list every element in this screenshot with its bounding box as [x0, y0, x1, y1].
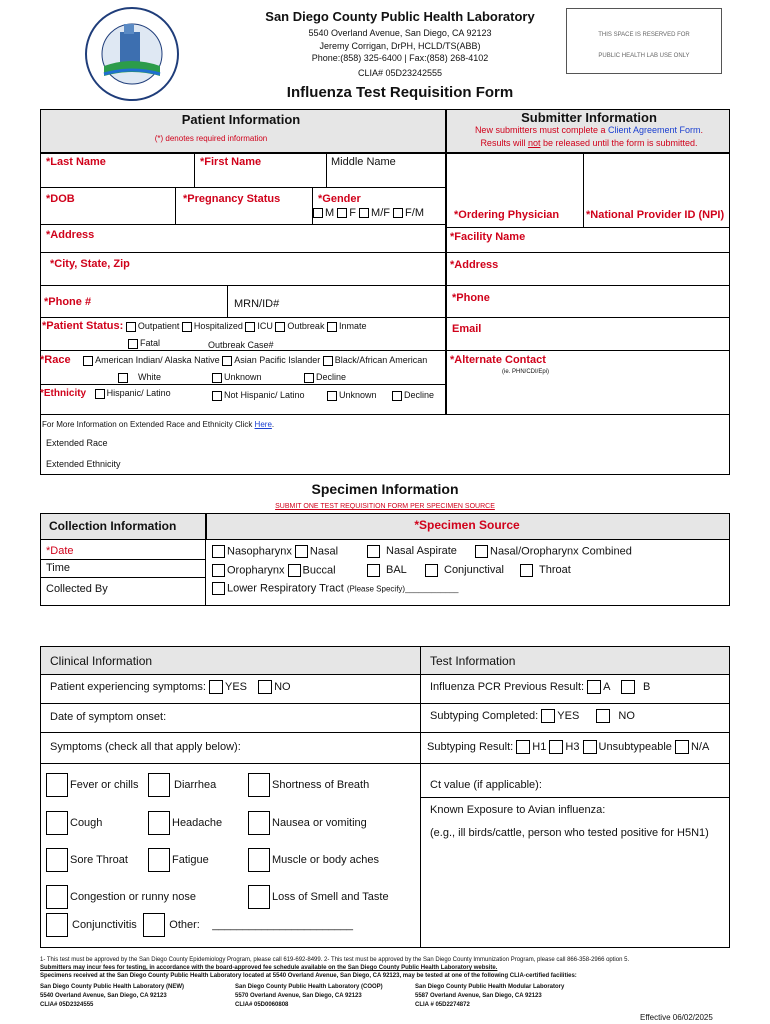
- patient-header: [40, 109, 446, 153]
- status-label: *Patient Status:: [42, 320, 124, 332]
- race-unknown: [212, 372, 262, 383]
- race-decline: [304, 372, 346, 383]
- specimen-title: Specimen Information: [311, 481, 459, 497]
- eth-hispanic: Hispanic/ Latino: [106, 388, 171, 398]
- headache-label: Headache: [172, 817, 223, 829]
- sore-throat-checkbox[interactable]: [46, 848, 68, 872]
- eth-decline-label: Decline: [404, 390, 435, 400]
- eth-hispanic-checkbox[interactable]: [95, 389, 105, 399]
- smell-checkbox[interactable]: [248, 885, 270, 909]
- headache-checkbox[interactable]: [148, 811, 170, 835]
- src-conj: Conjunctival: [444, 564, 504, 577]
- race-black-checkbox[interactable]: [323, 356, 333, 366]
- subtyping-yes: YES: [557, 709, 580, 722]
- fac2-name: San Diego County Public Health Laboratory (COOP): [235, 984, 383, 990]
- subtyping-label: Subtyping Completed:: [430, 709, 539, 722]
- alternate-contact-label[interactable]: *Alternate Contact: [450, 354, 546, 366]
- h1-checkbox[interactable]: [516, 740, 530, 754]
- src-oro: Oropharynx: [227, 564, 285, 577]
- conjunctivitis-checkbox[interactable]: [46, 913, 68, 937]
- patient-title: Patient Information: [181, 112, 301, 127]
- pcr-a: A: [603, 680, 610, 693]
- cough-checkbox[interactable]: [46, 811, 68, 835]
- symptoms-list-label: Symptoms (check all that apply below):: [50, 741, 241, 753]
- sx-cough: [46, 811, 102, 835]
- src-nasal: Nasal: [309, 545, 339, 558]
- alternate-contact-note: (ie. PHN/CDI/Epi): [502, 369, 550, 375]
- source-header: [206, 513, 730, 540]
- facility-1: [40, 983, 184, 1010]
- outpatient: Outpatient: [137, 321, 180, 331]
- fac3-clia: CLIA # 05D2274872: [415, 1002, 470, 1008]
- fatal-checkbox[interactable]: [128, 339, 138, 349]
- lab-phone-fax: Phone:(858) 325-6400 | Fax:(858) 268-4102: [311, 53, 489, 63]
- race-api-checkbox[interactable]: [222, 356, 232, 366]
- symptoms-no: NO: [274, 680, 291, 693]
- pcr-label: Influenza PCR Previous Result:: [430, 680, 585, 693]
- sx-conjunctivitis: [46, 913, 353, 937]
- hospitalized: Hospitalized: [193, 321, 243, 331]
- race-decline-label: Decline: [316, 372, 347, 382]
- gender-m: M: [325, 207, 335, 219]
- fatigue-label: Fatigue: [172, 854, 209, 866]
- footer-notes: [40, 956, 730, 980]
- more-info-label: For More Information on Extended Race and Ethnicity Click: [42, 420, 255, 429]
- eth-unknown: [327, 390, 377, 401]
- race-white-checkbox[interactable]: [118, 373, 128, 383]
- src-bal-item: [367, 564, 407, 577]
- fac1-clia: CLIA# 05D2324555: [40, 1002, 94, 1008]
- note2-a: Results will: [480, 138, 528, 148]
- exposure-example: (e.g., ill birds/cattle, person who tested positive for H5N1): [430, 827, 709, 839]
- fatal-row: [128, 338, 160, 349]
- submitter-title: Submitter Information: [521, 110, 657, 125]
- symptoms-question: [50, 680, 291, 694]
- subtyping-row: [430, 709, 635, 723]
- conjunctivitis-label: Conjunctivitis: [72, 919, 137, 931]
- src-lower: Lower Respiratory Tract: [227, 582, 344, 595]
- subtyping-no-checkbox[interactable]: [596, 709, 610, 723]
- fac1-addr: 5540 Overland Avenue, San Diego, CA 92123: [40, 993, 167, 999]
- gender-mf-checkbox[interactable]: [359, 208, 369, 218]
- submitter-header: [446, 109, 730, 153]
- h3: H3: [565, 740, 580, 753]
- na: N/A: [690, 740, 710, 753]
- fac3-addr: 5587 Overland Avenue, San Diego, CA 92123: [415, 993, 542, 999]
- lab-address: 5540 Overland Avenue, San Diego, CA 92123: [308, 28, 492, 38]
- dob-label[interactable]: *DOB: [46, 193, 75, 205]
- city-label[interactable]: *City, State, Zip: [50, 258, 130, 270]
- sx-fever: [46, 773, 138, 797]
- sore-throat-label: Sore Throat: [70, 854, 128, 866]
- sx-headache: [148, 811, 222, 835]
- diarrhea-label: Diarrhea: [174, 779, 217, 791]
- subtype-result-row: [427, 740, 709, 754]
- submitter-note-2: [447, 138, 731, 148]
- collection-title: Collection Information: [49, 519, 177, 533]
- src-combined: Nasal/Oropharynx Combined: [490, 545, 632, 558]
- fatal: Fatal: [140, 338, 161, 348]
- race-decline-checkbox[interactable]: [304, 373, 314, 383]
- nausea-label: Nausea or vomiting: [272, 817, 367, 829]
- note2-b: be released until the form is submitted.: [540, 138, 698, 148]
- more-info-text: For More Information on Extended Race and Ethnicity Click Here.: [42, 420, 275, 429]
- gender-fm-checkbox[interactable]: [393, 208, 403, 218]
- collection-date-label[interactable]: *Date: [46, 545, 74, 557]
- sx-sob: [248, 773, 369, 797]
- subtyping-yes-checkbox[interactable]: [541, 709, 555, 723]
- race-black: Black/African American: [334, 355, 428, 365]
- more-info-link[interactable]: Here: [254, 420, 272, 429]
- source-row-3: [212, 582, 458, 595]
- source-row-2: [212, 564, 336, 577]
- congestion-label: Congestion or runny nose: [70, 891, 196, 903]
- lab-director: Jeremy Corrigan, DrPH, HCLD/TS(ABB): [319, 41, 481, 51]
- sob-label: Shortness of Breath: [272, 779, 370, 791]
- sx-muscle: [248, 848, 379, 872]
- smell-label: Loss of Smell and Taste: [272, 891, 389, 903]
- footer-note-3: Specimens received at the San Diego County Public Health Laboratory located at 5540 Overland Avenue, San Diego, CA 92123, may be tested at one of the following CLIA-certified facilities:: [40, 973, 577, 979]
- race-row: [40, 354, 427, 366]
- src-throat-item: [520, 564, 571, 577]
- race-row-2: [118, 372, 161, 383]
- submitter-block: [446, 153, 730, 415]
- clinical-title: Clinical Information: [50, 654, 153, 668]
- extended-ethnicity-label[interactable]: Extended Ethnicity: [46, 459, 121, 469]
- pcr-a-checkbox[interactable]: [587, 680, 601, 694]
- symptoms-yes-checkbox[interactable]: [209, 680, 223, 694]
- phone-label[interactable]: *Phone #: [44, 296, 92, 308]
- sx-smell: [248, 885, 389, 909]
- h3-checkbox[interactable]: [549, 740, 563, 754]
- eth-unknown-checkbox[interactable]: [327, 391, 337, 401]
- sx-congestion: [46, 885, 196, 909]
- fac2-clia: CLIA# 05D0060808: [235, 1002, 289, 1008]
- src-nasal-checkbox[interactable]: [295, 545, 308, 558]
- race-aian: American Indian/ Alaska Native: [95, 355, 220, 365]
- note-text: New submitters must complete a: [474, 125, 608, 135]
- reserved-box: [566, 8, 722, 74]
- race-api: Asian Pacific Islander: [234, 355, 321, 365]
- src-aspirate: Nasal Aspirate: [386, 545, 457, 558]
- submitter-address-label[interactable]: *Address: [450, 259, 499, 271]
- facility-3: [415, 983, 564, 1010]
- subtype-result-label: Subtyping Result:: [427, 740, 514, 753]
- specimen-submit-note: SUBMIT ONE TEST REQUISITION FORM PER SPECIMEN SOURCE: [275, 503, 495, 510]
- pcr-b-checkbox[interactable]: [621, 680, 635, 694]
- fever-checkbox[interactable]: [46, 773, 68, 797]
- gender-label: *Gender: [318, 193, 361, 205]
- src-buccal-checkbox[interactable]: [288, 564, 301, 577]
- gender-mf: M/F: [371, 207, 390, 219]
- effective-date: Effective 06/02/2025: [640, 1013, 713, 1022]
- icu-checkbox[interactable]: [245, 322, 255, 332]
- reserved-text-2: PUBLIC HEALTH LAB USE ONLY: [598, 53, 690, 59]
- footer-note-2: Submitters may incur fees for testing, in accordance with the board-approved fee schedule available on the San Diego County Public Health Laboratory website.: [40, 965, 498, 971]
- sx-sore-throat: [46, 848, 128, 872]
- src-conj-checkbox[interactable]: [425, 564, 438, 577]
- cough-label: Cough: [70, 817, 103, 829]
- fac2-addr: 5570 Overland Avenue, San Diego, CA 92123: [235, 993, 362, 999]
- symptom-onset-label[interactable]: Date of symptom onset:: [50, 711, 167, 723]
- outbreak: Outbreak: [287, 321, 325, 331]
- extended-race-label[interactable]: Extended Race: [46, 438, 108, 448]
- src-combined-checkbox[interactable]: [475, 545, 488, 558]
- race-unknown-label: Unknown: [224, 372, 262, 382]
- gender-options: [313, 207, 424, 219]
- src-buccal: Buccal: [302, 564, 336, 577]
- symptoms-q-label: Patient experiencing symptoms:: [50, 680, 206, 693]
- eth-decline: [392, 390, 434, 401]
- src-naso-checkbox[interactable]: [212, 545, 225, 558]
- src-throat: Throat: [539, 564, 571, 577]
- hospitalized-checkbox[interactable]: [182, 322, 192, 332]
- eth-unknown-label: Unknown: [339, 390, 377, 400]
- unsub-checkbox[interactable]: [583, 740, 597, 754]
- other-checkbox[interactable]: [143, 913, 165, 937]
- congestion-checkbox[interactable]: [46, 885, 68, 909]
- race-white: White: [138, 372, 162, 382]
- source-row-1: [212, 545, 338, 558]
- first-name-label[interactable]: *First Name: [200, 156, 262, 168]
- mrn-label[interactable]: MRN/ID#: [234, 298, 280, 310]
- outbreak-checkbox[interactable]: [275, 322, 285, 332]
- middle-name-label[interactable]: Middle Name: [331, 156, 396, 168]
- fac1-name: San Diego County Public Health Laboratory (NEW): [40, 984, 185, 990]
- facility-name-label[interactable]: *Facility Name: [450, 231, 526, 243]
- patient-status-row: [42, 320, 366, 332]
- submitter-phone-label[interactable]: *Phone: [452, 292, 490, 304]
- muscle-label: Muscle or body aches: [272, 854, 379, 866]
- exposure-label[interactable]: Known Exposure to Avian influenza:: [430, 804, 606, 816]
- h1: H1: [532, 740, 547, 753]
- eth-not-checkbox[interactable]: [212, 391, 222, 401]
- diarrhea-checkbox[interactable]: [148, 773, 170, 797]
- outbreak-case-label[interactable]: Outbreak Case#: [208, 340, 274, 350]
- src-bal: BAL: [386, 564, 407, 577]
- subtyping-no: NO: [618, 709, 635, 722]
- icu: ICU: [257, 321, 273, 331]
- email-label[interactable]: Email: [452, 323, 482, 335]
- src-lower-checkbox[interactable]: [212, 582, 225, 595]
- source-title: *Specimen Source: [414, 518, 520, 532]
- src-bal-checkbox[interactable]: [367, 564, 380, 577]
- race-aian-checkbox[interactable]: [83, 356, 93, 366]
- address-label[interactable]: *Address: [46, 229, 95, 241]
- ethnicity-row: [40, 388, 171, 399]
- sx-fatigue: [148, 848, 209, 872]
- reserved-text-1: THIS SPACE IS RESERVED FOR: [598, 32, 690, 38]
- src-throat-checkbox[interactable]: [520, 564, 533, 577]
- ct-value-label[interactable]: Ct value (if applicable):: [430, 779, 542, 791]
- gender-f: F: [349, 207, 356, 219]
- src-aspirate-item: [367, 545, 457, 558]
- symptoms-yes: YES: [224, 680, 247, 693]
- src-aspirate-checkbox[interactable]: [367, 545, 380, 558]
- lab-name: San Diego County Public Health Laboratory: [265, 9, 535, 24]
- src-oro-checkbox[interactable]: [212, 564, 225, 577]
- form-title: Influenza Test Requisition Form: [286, 84, 514, 101]
- sob-checkbox[interactable]: [248, 773, 270, 797]
- race-label: *Race: [40, 354, 71, 366]
- src-combined-item: [475, 545, 632, 558]
- fac3-name: San Diego County Public Health Modular Laboratory: [415, 984, 565, 990]
- eth-not-label: Not Hispanic/ Latino: [224, 390, 305, 400]
- collected-by-label[interactable]: Collected By: [46, 583, 108, 595]
- other-line[interactable]: _______________________: [212, 919, 354, 931]
- gender-m-checkbox[interactable]: [313, 208, 323, 218]
- note2-not: not: [527, 138, 541, 148]
- client-agreement-link[interactable]: Client Agreement Form: [607, 125, 701, 135]
- inmate-checkbox[interactable]: [327, 322, 337, 332]
- inmate: Inmate: [338, 321, 367, 331]
- na-checkbox[interactable]: [675, 740, 689, 754]
- unsub: Unsubtypeable: [598, 740, 672, 753]
- other-label: Other:: [169, 919, 200, 931]
- symptoms-no-checkbox[interactable]: [258, 680, 272, 694]
- src-lower-note: (Please Specify)____________: [346, 584, 459, 594]
- ordering-physician-label[interactable]: *Ordering Physician: [454, 209, 560, 221]
- sx-nausea: [248, 811, 367, 835]
- footer-note-1: 1- This test must be approved by the San Diego County Epidemiology Program, please call 619-692-8499. 2- This test must be approved by the San Diego County Immunization Program, please call 866-358-2966 option 5.: [40, 957, 630, 963]
- last-name-label[interactable]: *Last Name: [46, 156, 106, 168]
- collection-time-label[interactable]: Time: [46, 562, 71, 574]
- race-unknown-checkbox[interactable]: [212, 373, 222, 383]
- eth-decline-checkbox[interactable]: [392, 391, 402, 401]
- muscle-checkbox[interactable]: [248, 848, 270, 872]
- fatigue-checkbox[interactable]: [148, 848, 170, 872]
- sx-diarrhea: [148, 773, 216, 797]
- src-naso: Nasopharynx: [227, 545, 292, 558]
- gender-fm: F/M: [405, 207, 424, 219]
- ethnicity-label: *Ethnicity: [40, 388, 87, 399]
- fever-label: Fever or chills: [70, 779, 139, 791]
- nausea-checkbox[interactable]: [248, 811, 270, 835]
- submitter-note-1: New submitters must complete a Client Agreement Form.: [474, 125, 704, 135]
- pregnancy-label[interactable]: *Pregnancy Status: [183, 193, 281, 205]
- gender-f-checkbox[interactable]: [337, 208, 347, 218]
- county-logo: [78, 4, 186, 104]
- required-note: (*) denotes required information: [154, 134, 268, 143]
- lab-clia: CLIA# 05D23242555: [357, 68, 443, 78]
- src-conj-item: [425, 564, 504, 577]
- pcr-b: B: [642, 680, 651, 693]
- outpatient-checkbox[interactable]: [126, 322, 136, 332]
- collection-header: [40, 513, 206, 540]
- eth-not: [212, 390, 305, 401]
- npi-label[interactable]: *National Provider ID (NPI): [586, 209, 725, 221]
- pcr-row: [430, 680, 650, 694]
- facility-2: [235, 983, 383, 1010]
- test-title: Test Information: [430, 654, 516, 668]
